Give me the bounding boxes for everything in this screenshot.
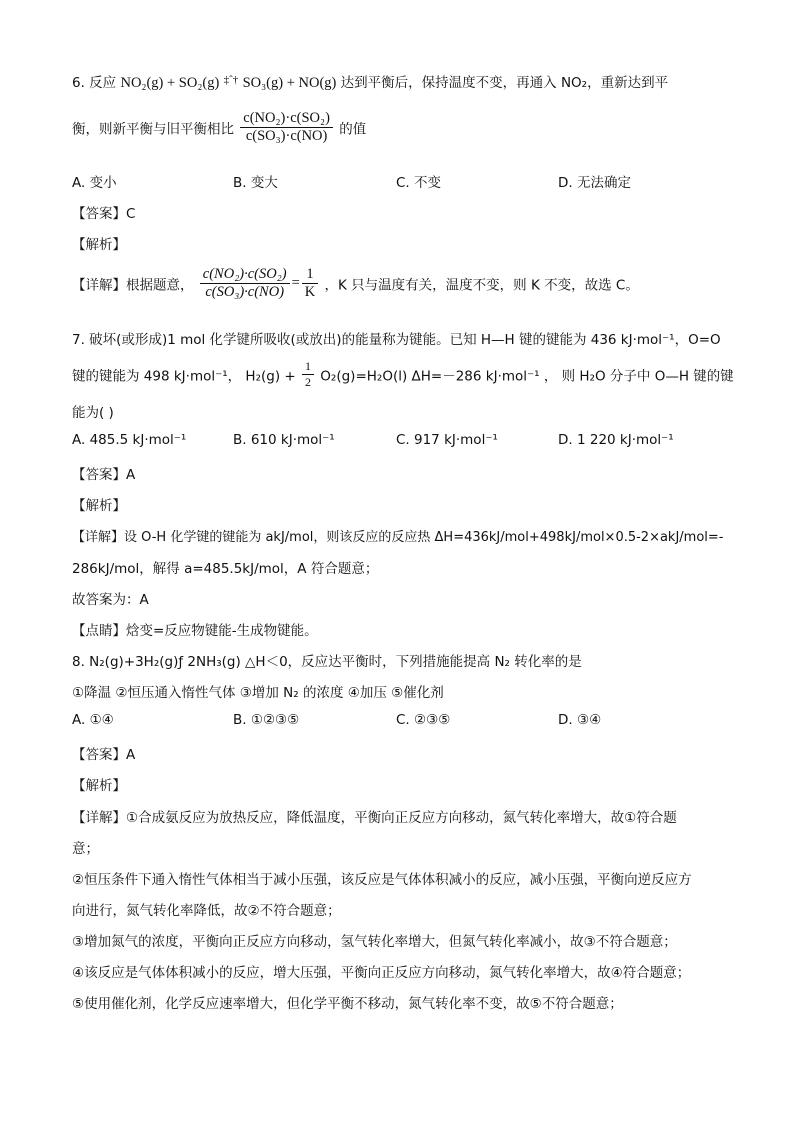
q7-stem-line1: 7. 破坏(或形成)1 mol 化学键所吸收(或放出)的能量称为键能。已知 H—H 键的键能为 436 kJ·mol⁻¹，O=O xyxy=(72,332,721,348)
q8-detail-line5: ③增加氮气的浓度，平衡向正反应方向移动，氢气转化率增大，但氮气转化率减小，故③不符合题意； xyxy=(72,934,677,950)
q8-detail-line2: 意； xyxy=(72,841,99,857)
q6-equation-right: SO₃(g) + NO(g) xyxy=(242,75,337,91)
q6-stem-text2: 衡，则新平衡与旧平衡相比 xyxy=(72,121,234,138)
q8-detail-line4: 向进行，氮气转化率降低，故②不符合题意； xyxy=(72,903,341,919)
q7-answer: 【答案】A xyxy=(72,467,136,483)
q7-analysis-label: 【解析】 xyxy=(72,498,126,514)
q7-detail-line2: 286kJ/mol，解得 a=485.5kJ/mol，A 符合题意； xyxy=(72,561,379,577)
q8-answer: 【答案】A xyxy=(72,747,136,763)
q6-k-denominator: K xyxy=(304,284,316,300)
q8-option-d: D. ③④ xyxy=(558,712,602,728)
q7-stem-line2 xyxy=(72,359,734,390)
q8-detail-line7: ⑤使用催化剂，化学反应速率增大，但化学平衡不移动，氮气转化率不变，故⑤不符合题意； xyxy=(72,996,623,1012)
q7-option-c: C. 917 kJ·mol⁻¹ xyxy=(396,432,498,448)
q6-stem-line2 xyxy=(72,110,366,145)
q6-equation-left: NO₂(g) + SO₂(g) xyxy=(120,75,220,91)
q7-stem-line3: 能为( ) xyxy=(72,405,114,421)
q7-half-fraction xyxy=(302,359,314,390)
q6-detail-text1: 【详解】根据题意， xyxy=(72,277,194,294)
q6-option-d: D. 无法确定 xyxy=(558,175,631,191)
q6-answer: 【答案】C xyxy=(72,206,136,222)
q6-k-numerator: 1 xyxy=(302,266,318,284)
q7-option-a: A. 485.5 kJ·mol⁻¹ xyxy=(72,432,187,448)
q6-fraction-numerator: c(NO₂)·c(SO₂) xyxy=(240,110,333,128)
q7-half-numerator: 1 xyxy=(302,359,314,375)
q6-detail-fraction-denominator: c(SO₃)·c(NO) xyxy=(205,284,285,300)
q6-detail-fraction-numerator: c(NO₂)·c(SO₂) xyxy=(200,266,290,284)
q6-stem-line1 xyxy=(72,71,668,92)
q6-fraction-denominator: c(SO₃)·c(NO) xyxy=(245,128,328,144)
q6-detail-equals: = xyxy=(291,275,300,291)
q6-detail-k-fraction xyxy=(302,266,318,301)
q8-stem-line2: ①降温 ②恒压通入惰性气体 ③增加 N₂ 的浓度 ④加压 ⑤催化剂 xyxy=(72,685,444,701)
q8-detail-line6: ④该反应是气体体积减小的反应，增大压强，平衡向正反应方向移动，氮气转化率增大，故④符合题意； xyxy=(72,965,691,981)
q8-detail-line1: 【详解】①合成氨反应为放热反应，降低温度，平衡向正反应方向移动，氮气转化率增大，故①符合题 xyxy=(72,810,677,826)
q7-stem-text2b: O₂(g)=H₂O(l) ΔH=－286 kJ·mol⁻¹ ， 则 H₂O 分子中 O—H 键的键 xyxy=(320,368,734,385)
q7-option-d: D. 1 220 kJ·mol⁻¹ xyxy=(558,432,674,448)
q8-option-b: B. ①②③⑤ xyxy=(233,712,300,728)
q8-option-a: A. ①④ xyxy=(72,712,114,728)
q8-option-c: C. ②③⑤ xyxy=(396,712,451,728)
q7-detail-line1: 【详解】设 O-H 化学键的键能为 akJ/mol，则该反应的反应热 ΔH=436kJ/mol+498kJ/mol×0.5-2×akJ/mol=- xyxy=(72,530,724,545)
q6-prefix: 6. 反应 xyxy=(72,75,117,91)
q7-half-denominator: 2 xyxy=(305,375,311,389)
q6-detail-text2: ，K 只与温度有关，温度不变，则 K 不变，故选 C。 xyxy=(324,277,639,294)
q6-analysis-label: 【解析】 xyxy=(72,237,126,253)
q8-stem-line1: 8. N₂(g)+3H₂(g)ƒ 2NH₃(g) △H＜0，反应达平衡时，下列措施能提高 N₂ 转化率的是 xyxy=(72,654,582,670)
q6-stem-text3: 的值 xyxy=(339,121,367,138)
q6-equilibrium-arrow: ‡ˆ† xyxy=(223,74,239,86)
q7-option-b: B. 610 kJ·mol⁻¹ xyxy=(233,432,335,448)
q8-detail-line3: ②恒压条件下通入惰性气体相当于减小压强，该反应是气体体积减小的反应，减小压强，平衡向逆反应方 xyxy=(72,872,692,888)
q7-tip: 【点睛】焓变=反应物键能-生成物键能。 xyxy=(72,623,318,639)
q8-analysis-label: 【解析】 xyxy=(72,778,126,794)
q6-ratio-fraction xyxy=(240,110,333,145)
q6-detail xyxy=(72,266,639,301)
q7-detail-line3: 故答案为：A xyxy=(72,592,149,608)
q6-stem-text1: 达到平衡后，保持温度不变，再通入 NO₂，重新达到平 xyxy=(340,75,669,91)
q7-stem-text2a: 键的键能为 498 kJ·mol⁻¹， H₂(g) + xyxy=(72,368,296,385)
q6-option-b: B. 变大 xyxy=(233,175,278,191)
q6-detail-fraction xyxy=(200,266,290,301)
q6-option-a: A. 变小 xyxy=(72,175,117,191)
q6-option-c: C. 不变 xyxy=(396,175,442,191)
